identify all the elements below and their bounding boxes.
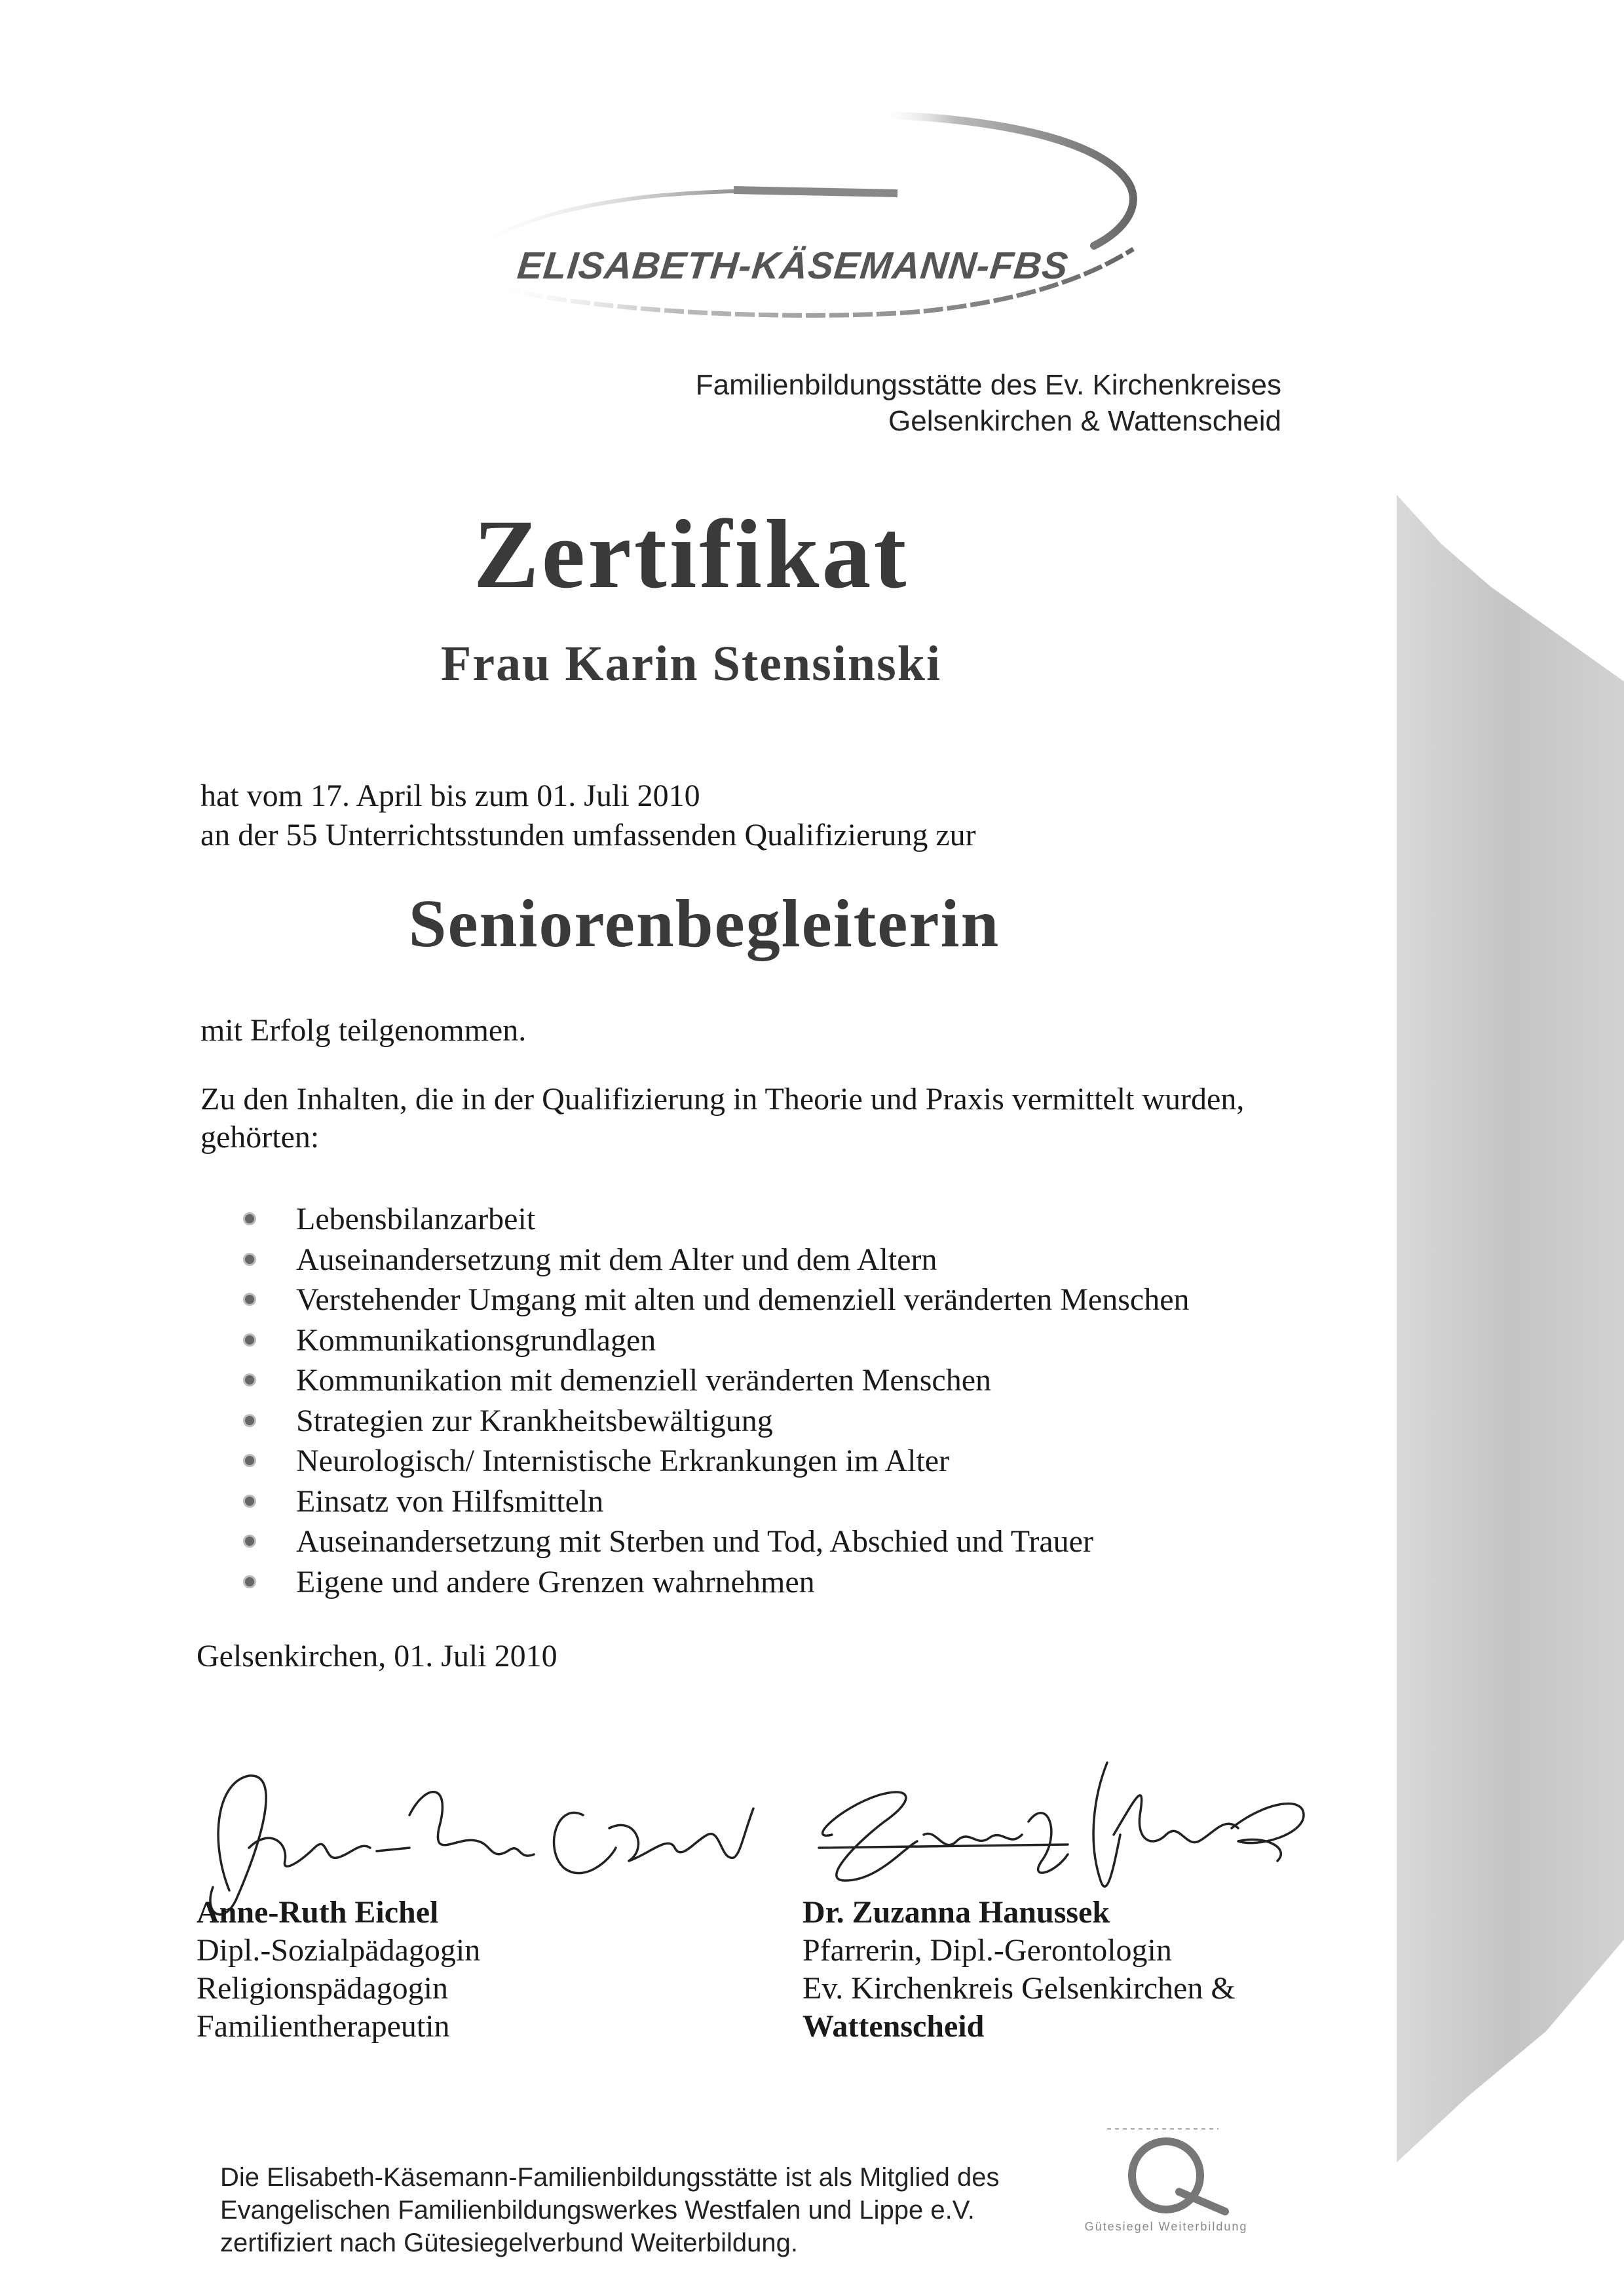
- topic-label: Einsatz von Hilfsmitteln: [296, 1483, 604, 1519]
- list-item: [245, 1401, 1190, 1442]
- list-item: [245, 1360, 1190, 1401]
- signatory-role: Ev. Kirchenkreis Gelsenkirchen &: [803, 1971, 1236, 2006]
- contents-intro-line-2: gehörten:: [200, 1120, 320, 1155]
- topic-label: Strategien zur Krankheitsbewältigung: [296, 1403, 773, 1438]
- topic-label: Eigene und andere Grenzen wahrnehmen: [296, 1564, 815, 1599]
- bullet-icon: [245, 1375, 254, 1385]
- list-item: [245, 1521, 1190, 1562]
- footer-line: Evangelischen Familienbildungswerkes Westfalen und Lippe e.V.: [220, 2196, 975, 2225]
- list-item: [245, 1280, 1190, 1320]
- list-item: [245, 1320, 1190, 1361]
- list-item: [245, 1240, 1190, 1280]
- footer-line: Die Elisabeth-Käsemann-Familienbildungsstätte ist als Mitglied des: [220, 2163, 1000, 2192]
- list-item: [245, 1199, 1190, 1240]
- topic-label: Auseinandersetzung mit Sterben und Tod, Abschied und Trauer: [296, 1524, 1093, 1559]
- bullet-icon: [245, 1497, 254, 1506]
- topic-label: Kommunikation mit demenziell veränderten Menschen: [296, 1363, 992, 1398]
- organization-line-2: Gelsenkirchen & Wattenscheid: [888, 405, 1281, 437]
- topic-label: Kommunikationsgrundlagen: [296, 1322, 656, 1358]
- recipient-name: Frau Karin Stensinski: [440, 636, 942, 691]
- bullet-icon: [245, 1577, 254, 1586]
- footer-note: [220, 2161, 999, 2259]
- topic-label: Verstehender Umgang mit alten und demenziell veränderten Menschen: [296, 1282, 1190, 1317]
- bullet-icon: [245, 1295, 254, 1304]
- seal-label: Gütesiegel Weiterbildung: [1084, 2220, 1248, 2233]
- signatory-role: Familientherapeutin: [197, 2009, 450, 2044]
- logo-wordmark: ELISABETH-KÄSEMANN-FBS: [515, 244, 1070, 287]
- qualification-title: Seniorenbegleiterin: [408, 886, 1000, 961]
- bullet-icon: [245, 1537, 254, 1546]
- bullet-icon: [245, 1335, 254, 1345]
- bullet-icon: [245, 1255, 254, 1264]
- success-statement: mit Erfolg teilgenommen.: [200, 1013, 527, 1048]
- logo-swoosh: [452, 105, 1160, 341]
- topic-label: Lebensbilanzarbeit: [296, 1202, 536, 1236]
- signatory-role: Pfarrerin, Dipl.-Gerontologin: [803, 1933, 1172, 1968]
- signatory-name: Anne-Ruth Eichel: [197, 1895, 439, 1930]
- signatory-role: Wattenscheid: [803, 2009, 985, 2044]
- signatory-role: Dipl.-Sozialpädagogin: [197, 1933, 481, 1968]
- bullet-icon: [245, 1214, 254, 1223]
- signatory-name: Dr. Zuzanna Hanussek: [803, 1895, 1110, 1930]
- course-period: hat vom 17. April bis zum 01. Juli 2010: [200, 778, 700, 813]
- footer-line: zertifiziert nach Gütesiegelverbund Weiterbildung.: [220, 2229, 798, 2257]
- bullet-icon: [245, 1456, 254, 1465]
- signatory-right: [803, 1894, 1236, 2046]
- list-item: [245, 1482, 1190, 1522]
- certificate-title: Zertifikat: [473, 500, 909, 609]
- place-and-date: Gelsenkirchen, 01. Juli 2010: [197, 1639, 557, 1674]
- contents-intro-line-1: Zu den Inhalten, die in der Qualifizierung in Theorie und Praxis vermittelt wurden,: [200, 1082, 1245, 1117]
- topic-label: Auseinandersetzung mit dem Alter und dem Altern: [296, 1242, 937, 1277]
- list-item: [245, 1441, 1190, 1482]
- signatory-left: [197, 1894, 480, 2046]
- topic-label: Neurologisch/ Internistische Erkrankungen im Alter: [296, 1444, 950, 1478]
- topic-list: [245, 1199, 1190, 1602]
- signatory-role: Religionspädagogin: [197, 1971, 448, 2006]
- course-description: an der 55 Unterrichtsstunden umfassenden Qualifizierung zur: [200, 818, 976, 852]
- bullet-icon: [245, 1416, 254, 1425]
- organization-line-1: Familienbildungsstätte des Ev. Kirchenkreises: [695, 369, 1281, 401]
- list-item: [245, 1562, 1190, 1603]
